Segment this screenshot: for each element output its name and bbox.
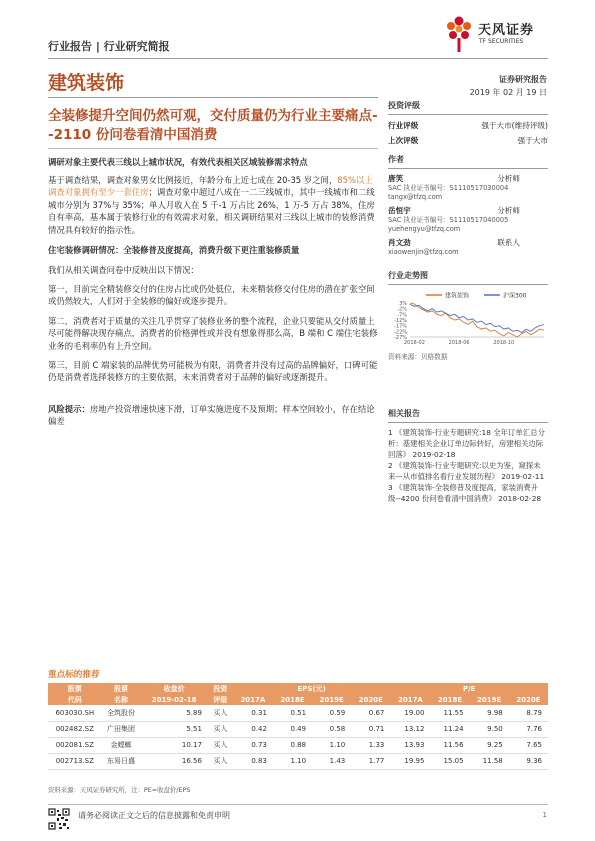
table-cell: 8.79 <box>509 705 548 721</box>
trend-divider <box>388 284 548 285</box>
related-report-3[interactable] <box>388 482 548 504</box>
table-cell: 0.42 <box>233 721 273 737</box>
table-cell: 11.56 <box>430 737 469 753</box>
table-cell: 买入 <box>208 737 233 753</box>
y-tick-label: -2% <box>397 306 407 313</box>
report-type: 证券研究报告 <box>499 75 547 84</box>
analyst-1-role: 分析师 <box>497 174 520 183</box>
th-sub-2: 2019-02-18 <box>140 694 208 705</box>
y-tick-label: -27% <box>394 335 407 341</box>
table-cell: 15.05 <box>430 753 469 769</box>
th-stock-1: 股票 <box>48 683 102 694</box>
table-row <box>48 753 548 769</box>
logo-text-cn: 天风证券 <box>478 23 535 38</box>
table-cell: 19.95 <box>390 753 430 769</box>
prev-rating-value: 强于大市 <box>517 136 548 145</box>
recommend-heading: 重点标的推荐 <box>48 670 100 680</box>
table-cell: 9.50 <box>470 721 509 737</box>
table-cell: 13.12 <box>390 721 430 737</box>
s1-text-c: ；调查对象中超过八成在一二三线城市，其中一线城市和二线城市分别为 37%与 35%；单人月收入在 5 千-1 万占比 26%，1 万-5 万占 38%，住房自有率高，基本属于装修行业的有效需求对象，相关调研结果对三线以上城市的装修消费情况具有较好的指示性。 <box>48 187 375 235</box>
recommend-table-body <box>48 705 548 769</box>
table-row <box>48 737 548 753</box>
table-cell: 1.77 <box>351 753 390 769</box>
table-cell: 16.56 <box>140 753 208 769</box>
table-cell: 0.67 <box>351 705 390 721</box>
table-cell: 1.43 <box>312 753 351 769</box>
table-cell: 0.51 <box>273 705 312 721</box>
trend-y-axis <box>394 301 407 341</box>
rating-heading: 投资评级 <box>388 101 420 110</box>
analyst-2-cert: SAC 执业证书编号：S1110517040005 <box>388 216 509 224</box>
analyst-3-role: 联系人 <box>497 238 520 247</box>
th-sub-4: 2017A <box>233 694 273 705</box>
trend-heading: 行业走势图 <box>388 271 428 280</box>
trend-x-axis <box>404 337 544 346</box>
y-tick-label: -22% <box>394 329 407 336</box>
y-tick-label: -7% <box>397 312 407 319</box>
risk-text: 房地产投资增速快速下滑，订单实施进度不及预期；样本空间较小，存在结论偏差 <box>48 404 375 427</box>
table-cell: 11.55 <box>430 705 469 721</box>
section-2-intro: 我们从相关调查问卷中反映出以下情况： <box>48 265 199 275</box>
table-cell: 002713.SZ <box>48 753 102 769</box>
table-cell: 5.51 <box>140 721 208 737</box>
table-cell: 1.10 <box>273 753 312 769</box>
trend-legend <box>426 292 527 300</box>
related-report-3-date: 2018-02-28 <box>498 494 542 503</box>
prev-rating-row <box>388 135 548 146</box>
header-divider <box>48 58 548 59</box>
table-cell: 603030.SH <box>48 705 102 721</box>
th-sub-9: 2018E <box>430 694 469 705</box>
table-cell: 7.65 <box>509 737 548 753</box>
y-tick-label: 3% <box>399 301 407 307</box>
table-cell: 0.59 <box>312 705 351 721</box>
table-cell: 0.31 <box>233 705 273 721</box>
industry-rating-label: 行业评级 <box>388 121 419 130</box>
analyst-3-name: 肖文劲 <box>388 238 411 247</box>
table-cell: 0.73 <box>233 737 273 753</box>
th-stock-2: 股票 <box>102 683 141 694</box>
s1-text-a: 基于调查结果，调查对象男女比例接近，年龄分布上近七成在 20-35 岁之间， <box>48 175 338 185</box>
author-divider <box>388 168 548 169</box>
table-cell: 1.33 <box>351 737 390 753</box>
table-source: 资料来源：天风证券研究所，注：PE=收盘价/EPS <box>48 786 191 794</box>
related-report-3-title: 3 《建筑装饰-全装修普及度提高，家装消费升级--4200 份问卷看清中国消费》 <box>388 483 539 503</box>
rating-block <box>388 100 548 146</box>
qr-code-icon <box>48 808 70 830</box>
analyst-3 <box>388 237 548 257</box>
table-cell: 0.58 <box>312 721 351 737</box>
section-2-heading <box>48 244 378 256</box>
breadcrumb: 行业报告 | 行业研究简报 <box>48 40 170 53</box>
y-tick-label: -17% <box>394 323 407 330</box>
legend-label-series-1: 建筑装饰 <box>445 292 470 300</box>
series-line-1 <box>410 303 544 337</box>
th-sub-7: 2020E <box>351 694 390 705</box>
table-cell: 买入 <box>208 705 233 721</box>
trend-source: 资料来源：贝格数据 <box>388 353 448 361</box>
disclaimer-text: 请务必阅读正文之后的信息披露和免责申明 <box>78 811 230 820</box>
th-eps: EPS(元) <box>233 683 391 694</box>
industry-divider <box>48 97 378 98</box>
table-cell: 9.98 <box>470 705 509 721</box>
table-row <box>48 721 548 737</box>
section-1-heading-text: 调研对象主要代表三线以上城市状况，有效代表相关区域装修需求特点 <box>48 157 308 167</box>
table-cell: 0.83 <box>233 753 273 769</box>
table-cell: 11.24 <box>430 721 469 737</box>
table-cell: 买入 <box>208 721 233 737</box>
th-sub-11: 2020E <box>509 694 548 705</box>
table-cell: 11.58 <box>470 753 509 769</box>
industry-rating-value: 强于大市(维持评级) <box>481 121 548 130</box>
table-cell: 买入 <box>208 753 233 769</box>
industry-rating-row <box>388 120 548 131</box>
th-sub-8: 2017A <box>390 694 430 705</box>
footer-divider <box>48 804 548 805</box>
table-cell: 7.76 <box>509 721 548 737</box>
industry-name: 建筑装饰 <box>48 72 125 94</box>
section-2-point-2: 第二，消费者对于质量的关注几乎贯穿了装修业务的整个流程，企业只要能从交付质量上尽可能得解决现存痛点，消费者的价格弹性或并没有想象得那么高，B 端和 C 端住宅装修业务的毛利率仍有上升空间。 <box>48 316 378 351</box>
table-cell: 13.93 <box>390 737 430 753</box>
related-report-1-date: 2019-02-18 <box>412 450 456 459</box>
section-2-point-3: 第三，目前 C 端家装的品牌优势可能极为有限，消费者并没有过高的品牌偏好，口碑可能仍是消费者选择装修方的主要依据，未来消费者对于品牌的偏好或逐渐提升。 <box>48 360 378 383</box>
th-close: 收盘价 <box>140 683 208 694</box>
table-head-row-2 <box>48 694 548 705</box>
page-number: 1 <box>542 811 547 819</box>
section-1-paragraph <box>48 174 378 236</box>
x-tick-label: 2018-02 <box>404 340 425 346</box>
analyst-1-email[interactable]: tangx@tfzq.com <box>388 193 443 201</box>
table-cell: 9.25 <box>470 737 509 753</box>
analyst-3-email[interactable]: xiaowenjin@tfzq.com <box>388 248 459 256</box>
related-block <box>388 408 548 504</box>
related-report-1-title: 1 《建筑装饰-行业专题研究:18 全年订单汇总分析：基建相关企业订单边际转好，房建相关边际回落》 <box>388 428 545 459</box>
th-pe: P/E <box>390 683 548 694</box>
section-2-point-1: 第一，目前完全精装修交付的住房占比或仍处低位，未来精装修交付住房的潜在扩张空间或仍然较大，人们对于全装修的偏好或逐步提升。 <box>48 284 375 307</box>
table-cell: 全筑股份 <box>102 705 141 721</box>
flower-logo-icon <box>442 14 476 54</box>
related-report-2-title: 2 《建筑装饰-行业专题研究:以史为鉴，窥探未来—从市值排名看行业发展历程》 <box>388 461 541 481</box>
analyst-1-name: 唐笑 <box>388 174 404 183</box>
table-cell: 东易日盛 <box>102 753 141 769</box>
logo-text-en: TF SECURITIES <box>479 38 524 45</box>
th-sub-1: 名称 <box>102 694 141 705</box>
th-sub-6: 2019E <box>312 694 351 705</box>
related-heading: 相关报告 <box>388 409 420 418</box>
related-divider <box>388 422 548 423</box>
th-sub-0: 代码 <box>48 694 102 705</box>
y-tick-label: -12% <box>394 318 407 324</box>
author-block <box>388 154 548 257</box>
analyst-1-cert: SAC 执业证书编号：S1110517030004 <box>388 184 509 192</box>
table-cell: 金螳螂 <box>102 737 141 753</box>
table-cell: 19.00 <box>390 705 430 721</box>
th-sub-3: 评级 <box>208 694 233 705</box>
industry-trend-chart <box>388 289 548 347</box>
analyst-2-role: 分析师 <box>497 206 520 215</box>
risk-warning <box>48 403 378 428</box>
recommend-table <box>48 683 548 770</box>
section-1-heading <box>48 156 378 168</box>
report-date: 2019 年 02 月 19 日 <box>469 88 547 97</box>
analyst-2-name: 岳恒宇 <box>388 206 411 215</box>
s1-text-highlight: 85%以上调查对象拥有至少一套住房 <box>48 175 373 198</box>
report-title: 全装修提升空间仍然可观，交付质量仍为行业主要痛点--2110 份问卷看清中国消费 <box>48 108 378 143</box>
related-report-1[interactable] <box>388 427 548 460</box>
table-cell: 5.89 <box>140 705 208 721</box>
risk-label: 风险提示： <box>48 404 90 414</box>
table-cell: 10.17 <box>140 737 208 753</box>
table-cell: 广田集团 <box>102 721 141 737</box>
rating-divider <box>388 114 548 115</box>
analyst-1 <box>388 173 548 202</box>
analyst-2-email[interactable]: yuehengyu@tfzq.com <box>388 225 461 233</box>
author-heading: 作者 <box>388 155 404 164</box>
related-report-2[interactable] <box>388 460 548 482</box>
section-2-heading-text: 住宅装修调研情况：全装修普及度提高，消费升级下更注重装修质量 <box>48 245 300 255</box>
table-cell: 002081.SZ <box>48 737 102 753</box>
th-sub-10: 2019E <box>470 694 509 705</box>
tf-securities-logo <box>442 14 552 58</box>
th-sub-5: 2018E <box>273 694 312 705</box>
table-head-row-1 <box>48 683 548 694</box>
x-tick-label: 2018-10 <box>493 340 515 346</box>
title-divider <box>48 148 378 149</box>
table-row <box>48 705 548 721</box>
table-cell: 0.88 <box>273 737 312 753</box>
related-report-2-date: 2019-02-11 <box>501 472 545 481</box>
th-invest: 投资 <box>208 683 233 694</box>
table-cell: 0.49 <box>273 721 312 737</box>
x-tick-label: 2018-06 <box>448 340 470 346</box>
trend-series <box>410 303 544 337</box>
legend-label-series-2: 沪深300 <box>503 292 527 300</box>
series-line-2 <box>410 304 544 332</box>
prev-rating-label: 上次评级 <box>388 136 419 145</box>
table-cell: 1.10 <box>312 737 351 753</box>
analyst-2 <box>388 205 548 234</box>
table-cell: 002482.SZ <box>48 721 102 737</box>
table-cell: 9.36 <box>509 753 548 769</box>
table-cell: 0.71 <box>351 721 390 737</box>
trend-block <box>388 270 548 362</box>
